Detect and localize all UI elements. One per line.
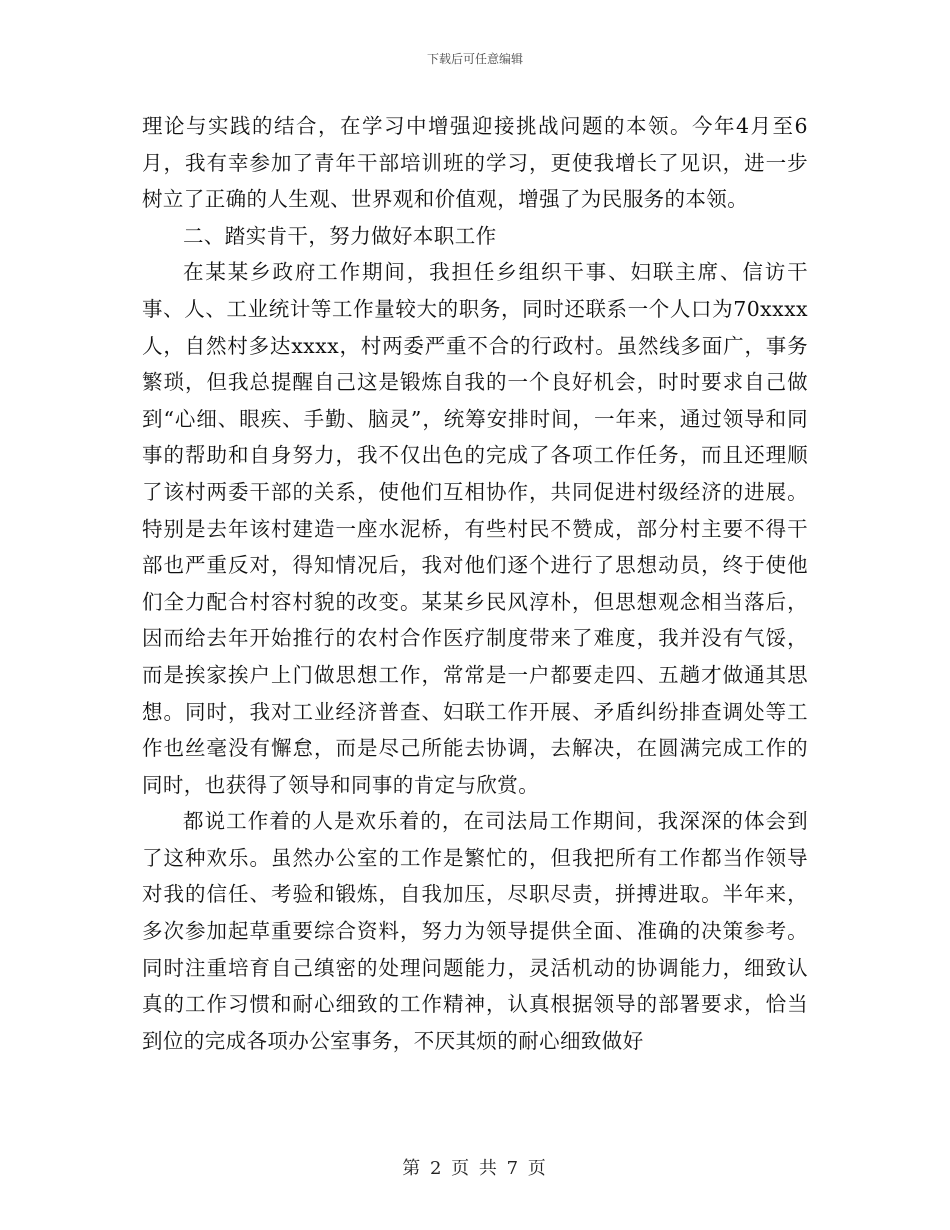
paragraph-township-work: 在某某乡政府工作期间，我担任乡组织干事、妇联主席、信访干事、人、工业统计等工作量较大的职务，同时还联系一个人口为70xxxx人，自然村多达xxxx，村两委严重不合的行政村。虽然线多面广，事务繁琐，但我总提醒自己这是锻炼自我的一个良好机会，时时要求自己做到“心细、眼疾、手勤、脑灵”，统筹安排时间，一年来，通过领导和同事的帮助和自身努力，我不仅出色的完成了各项工作任务，而且还理顺了该村两委干部的关系，使他们互相协作，共同促进村级经济的进展。特别是去年该村建造一座水泥桥，有些村民不赞成，部分村主要不得干部也严重反对，得知情况后，我对他们逐个进行了思想动员，终于使他们全力配合村容村貌的改变。某某乡民风淳朴，但思想观念相当落后，因而给去年开始推行的农村合作医疗制度带来了难度，我并没有气馁，而是挨家挨户上门做思想工作，常常是一户都要走四、五趟才做通其思想。同时，我对工业经济普查、妇联工作开展、矛盾纠纷排查调处等工作也丝毫没有懈怠，而是尽己所能去协调，去解决，在圆满完成工作的同时，也获得了领导和同事的肯定与欣赏。 — [142, 260, 808, 797]
document-body — [142, 108, 808, 1059]
page-header: 下载后可任意编辑 — [426, 52, 523, 66]
paragraph-justice-bureau-work: 都说工作着的人是欢乐着的，在司法局工作期间，我深深的体会到了这种欢乐。虽然办公室的工作是繁忙的，但我把所有工作都当作领导对我的信任、考验和锻炼，自我加压，尽职尽责，拼搏进取。半年来，多次参加起草重要综合资料，努力为领导提供全面、准确的决策参考。同时注重培育自己缜密的处理问题能力，灵活机动的协调能力，细致认真的工作习惯和耐心细致的工作精神，认真根据领导的部署要求，恰当到位的完成各项办公室事务，不厌其烦的耐心细致做好 — [142, 809, 808, 1053]
section-heading: 二、踏实肯干，努力做好本职工作 — [183, 223, 497, 248]
page-number: 第 2 页 共 7 页 — [402, 1158, 548, 1179]
paragraph-continuation: 理论与实践的结合，在学习中增强迎接挑战问题的本领。今年4月至6月，我有幸参加了青年干部培训班的学习，更使我增长了见识，进一步树立了正确的人生观、世界观和价值观，增强了为民服务的本领。 — [142, 114, 808, 212]
